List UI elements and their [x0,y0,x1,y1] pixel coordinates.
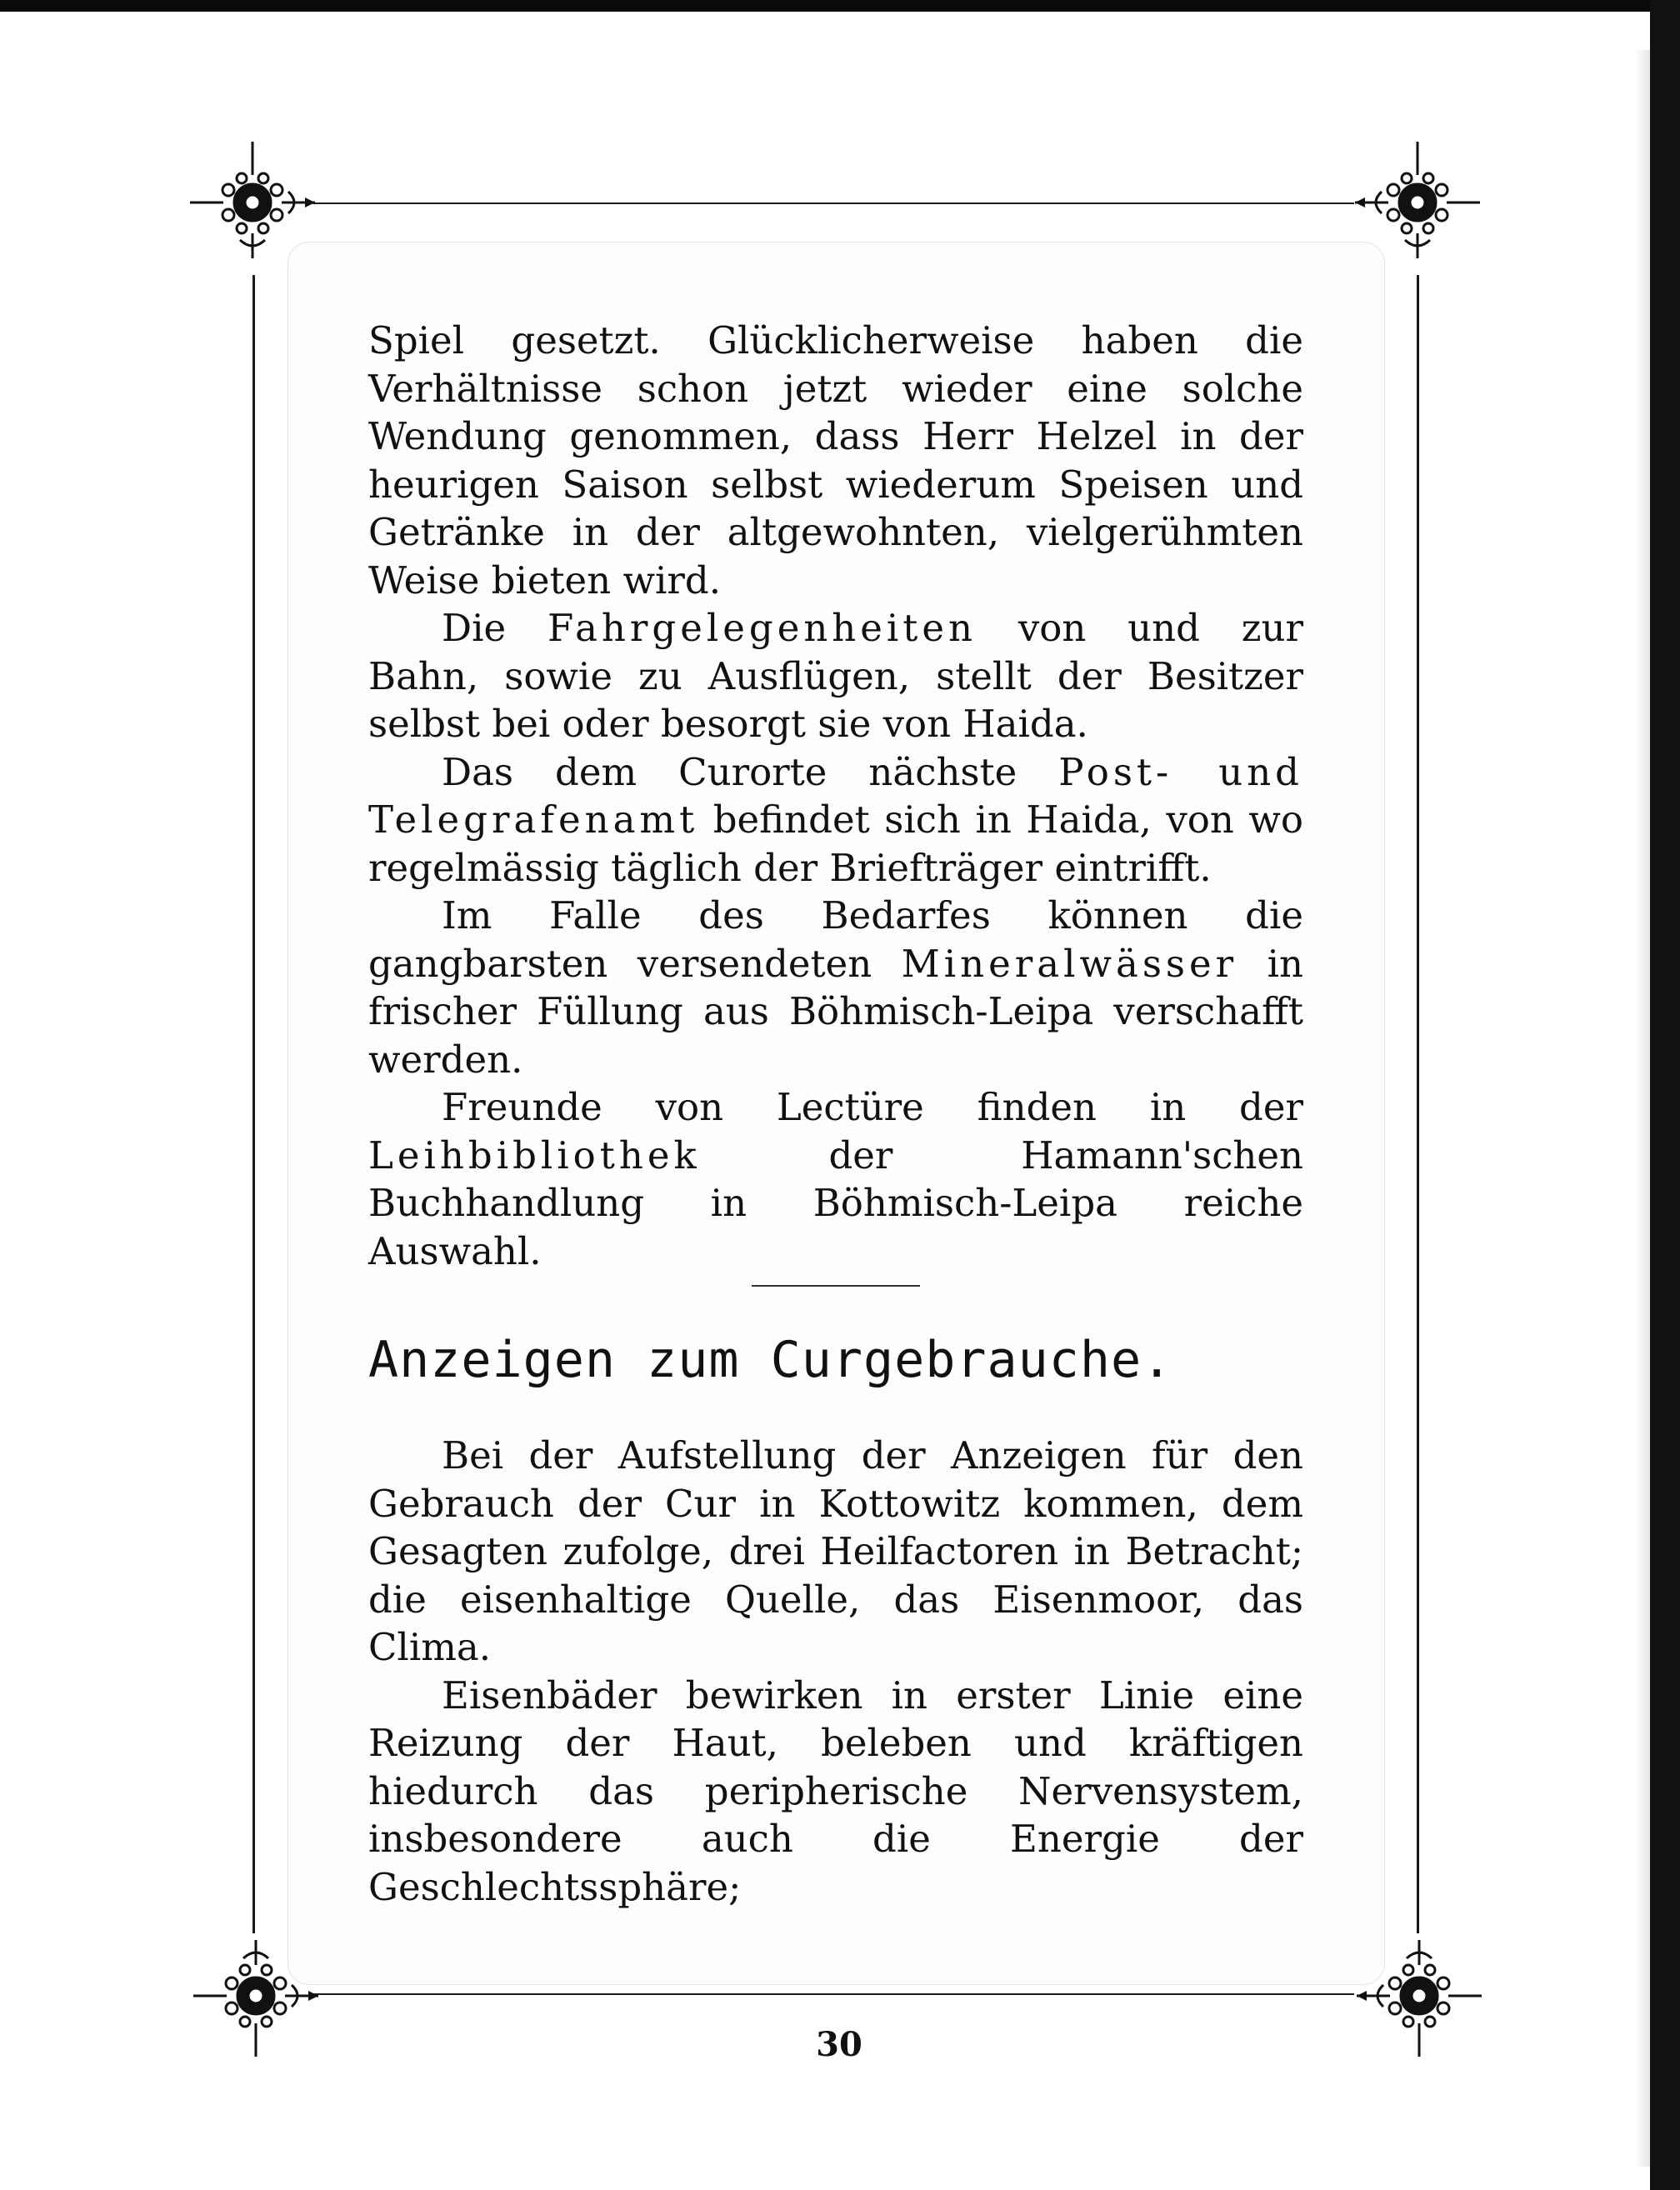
paragraph-4-rest: in frischer Füllung aus Böhmisch-Leipa verschafft werden. [368,941,1303,1082]
paragraph-2-rest: von und zur Bahn, sowie zu Ausflügen, stellt der Besitzer selbst bei oder besorgt sie von Haida. [368,606,1303,746]
paragraph-4 [368,892,1303,1083]
paragraph-4-lead: Im Falle des Bedarfes können die gangbarsten versendeten [368,893,1303,986]
paragraph-2-lead: Die [442,606,548,650]
page-number: 30 [816,2025,862,2064]
paragraph-1 [368,317,1303,604]
corner-ornament-top-right-icon [1355,142,1480,267]
paragraph-5-lead: Freunde von Lectüre finden in der [442,1085,1303,1129]
frame-left-line [252,275,255,1933]
page-edge-shadow [1635,50,1650,2167]
paragraph-4-spaced-term: Mineralwässer [901,941,1238,986]
body-text-section-2 [368,1432,1303,1911]
frame-right-line [1417,275,1419,1933]
paragraph-3-lead: Das dem Curorte nächste [442,749,1059,794]
corner-ornament-bottom-right-icon [1357,1932,1482,2057]
frame-top-line [312,202,1354,204]
corner-ornament-top-left-icon [190,142,315,267]
paragraph-3-rest: befindet sich in Haida, von wo regelmässig täglich der Briefträger eintrifft. [368,798,1303,890]
paragraph-2 [368,604,1303,748]
section-divider [752,1285,920,1287]
paragraph-2-spaced-term: Fahrgelegenheiten [547,606,978,650]
paragraph-5-spaced-term: Leihbibliothek [368,1132,701,1178]
frame-bottom-line [312,1993,1354,1995]
paragraph-3 [368,748,1303,892]
scan-border [1650,0,1680,2190]
body-text-section-1 [368,317,1303,1275]
section-heading: Anzeigen zum Curgebrauche. [368,1331,1173,1389]
paragraph-6: Bei der Aufstellung der Anzeigen für den Gebrauch der Cur in Kottowitz kommen, dem Gesagten zufolge, drei Heilfactoren in Betracht; die eisenhaltige Quelle, das Eisenmoor, das Clima. [368,1433,1303,1669]
paragraph-7: Eisenbäder bewirken in erster Linie eine Reizung der Haut, beleben und kräftigen hiedurch das peripherische Nervensystem, insbesondere auch die Energie der Geschlechtssphäre; [368,1672,1303,1909]
corner-ornament-bottom-left-icon [193,1932,318,2057]
paragraph-5 [368,1083,1303,1275]
paragraph-3-spaced-term: Post- und Telegrafenamt [368,749,1303,842]
paragraph-5-rest: der Hamann'schen Buchhandlung in Böhmisch-Leipa reiche Auswahl. [368,1132,1303,1273]
paragraph-1-text: Spiel gesetzt. Glücklicherweise haben die Verhältnisse schon jetzt wieder eine solche Wendung genommen, dass Herr Helzel in der heurigen Saison selbst wiederum Speisen und Getränke in der altgewohnten, vielgerühmten Weise bieten wird. [368,318,1303,602]
